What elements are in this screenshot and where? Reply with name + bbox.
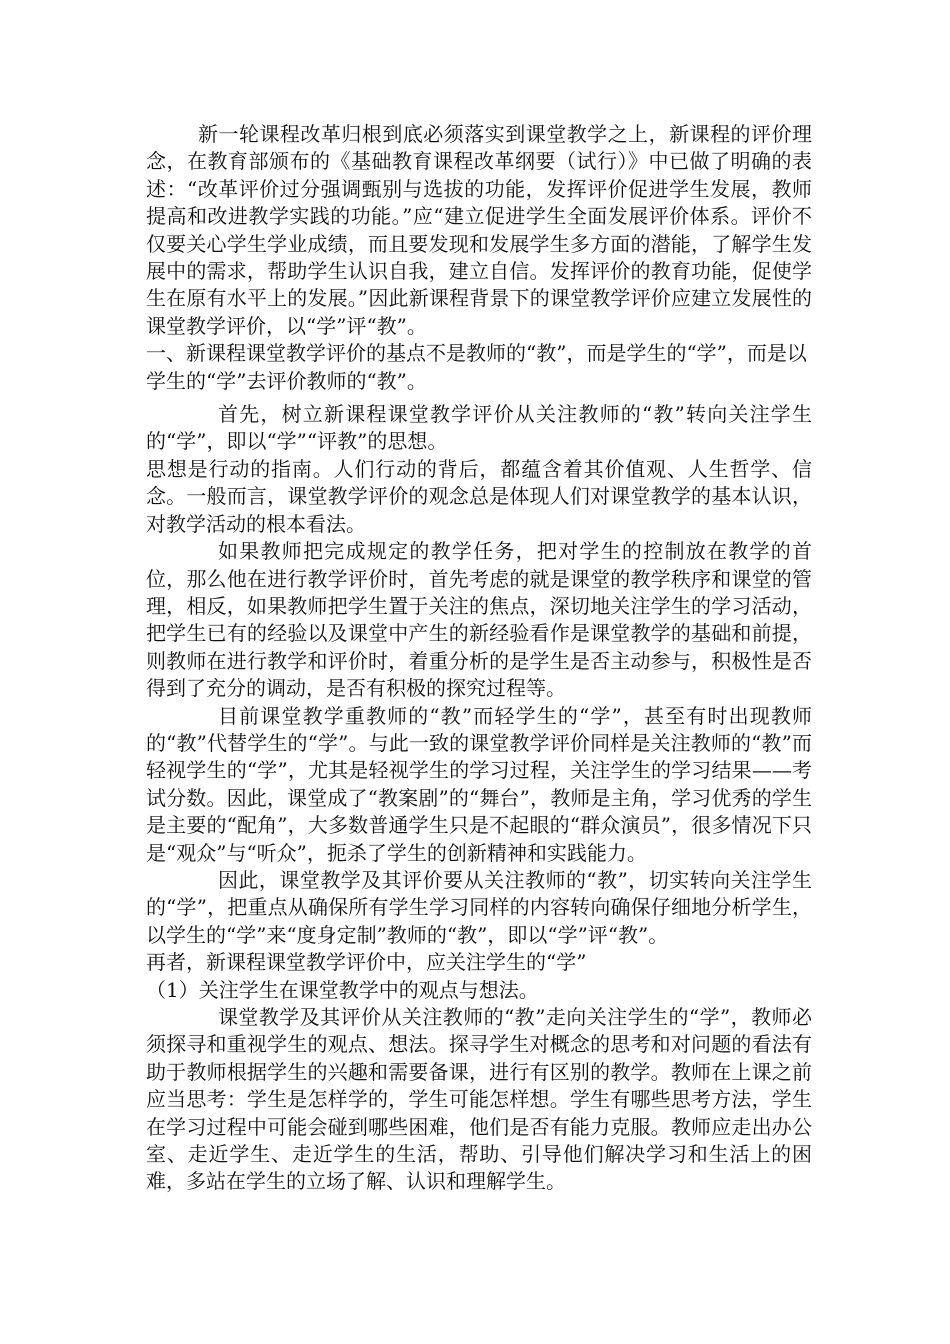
subsection-heading-1: （1）关注学生在课堂教学中的观点与想法。 (146, 977, 539, 1002)
paragraph-teacher-focus: 如果教师把完成规定的教学任务，把对学生的控制放在教学的首位，那么他在进行教学评价时，首先考虑的就是课堂的教学秩序和课堂的管理，相反，如果教师把学生置于关注的焦点，深切地关注学生的学习活动，把学生已有的经验以及课堂中产生的新经验看作是课堂教学的基础和前提，则教师在进行教学和评价时，着重分析的是学生是否主动参与，积极性是否得到了充分的调动，是否有积极的探究过程等。 (146, 539, 812, 701)
intro-paragraph: 新一轮课程改革归根到底必须落实到课堂教学之上，新课程的评价理念，在教育部颁布的《基础教育课程改革纲要（试行）》中已做了明确的表述：“改革评价过分强调甄别与选拔的功能，发挥评价促进学生发展，教师提高和改进教学实践的功能。”应“建立促进学生全面发展评价体系。评价不仅要关心学生学业成绩，而且要发现和发展学生多方面的潜能，了解学生发展中的需求，帮助学生认识自我，建立自信。发挥评价的教育功能，促使学生在原有水平上的发展。”因此新课程背景下的课堂教学评价应建立发展性的课堂教学评价，以“学”评“教”。 (146, 122, 812, 338)
paragraph-first-point: 首先，树立新课程课堂教学评价从关注教师的“教”转向关注学生的“学”，即以“学”“评教”的思想。 (146, 402, 812, 454)
document-page (146, 121, 812, 1196)
paragraph-current-situation: 目前课堂教学重教师的“教”而轻学生的“学”，甚至有时出现教师的“教”代替学生的“学”。与此一致的课堂教学评价同样是关注教师的“教”而轻视学生的“学”，尤其是轻视学生的学习过程，关注学生的学习结果——考试分数。因此，课堂成了“教案剧”的“舞台”，教师是主角，学习优秀的学生是主要的“配角”，大多数普通学生只是不起眼的“群众演员”，很多情况下只是“观众”与“听众”，扼杀了学生的创新精神和实践能力。 (146, 703, 812, 865)
paragraph-student-views: 课堂教学及其评价从关注教师的“教”走向关注学生的“学”，教师必须探寻和重视学生的观点、想法。探寻学生对概念的思考和对问题的看法有助于教师根据学生的兴趣和需要备课，进行有区别的教学。教师在上课之前应当思考：学生是怎样学的，学生可能怎样想。学生有哪些思考方法，学生在学习过程中可能会碰到哪些困难，他们是否有能力克服。教师应走出办公室、走近学生、走近学生的生活，帮助、引导他们解决学习和生活上的困难，多站在学生的立场了解、认识和理解学生。 (146, 1005, 812, 1194)
section-heading-2: 再者，新课程课堂教学评价中，应关注学生的“学” (146, 950, 587, 975)
section-heading-1: 一、新课程课堂教学评价的基点不是教师的“教”，而是学生的“学”，而是以学生的“学”去评价教师的“教”。 (146, 341, 807, 393)
paragraph-thought-guide: 思想是行动的指南。人们行动的背后，都蕴含着其价值观、人生哲学、信念。一般而言，课堂教学评价的观念总是体现人们对课堂教学的基本认识，对教学活动的根本看法。 (146, 456, 812, 536)
paragraph-therefore: 因此，课堂教学及其评价要从关注教师的“教”，切实转向关注学生的“学”，把重点从确保所有学生学习同样的内容转向确保仔细地分析学生，以学生的“学”来“度身定制”教师的“教”，即以“学”评“教”。 (146, 867, 812, 947)
